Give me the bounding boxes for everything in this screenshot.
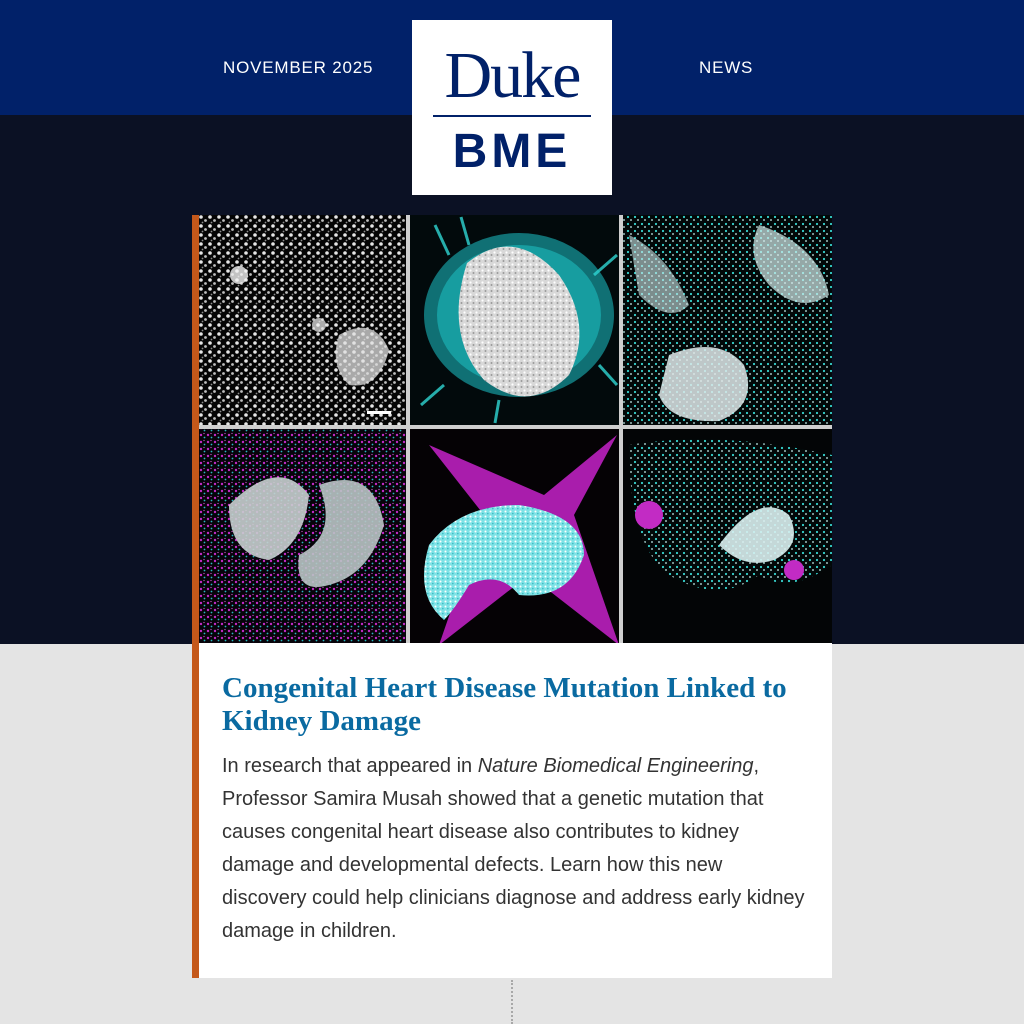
story-body-rest: , Professor Samira Musah showed that a genetic mutation that causes congenital heart disease also contributes to kidney damage and developmental defects. Learn how this new discovery could help clinicians diagnose and address early kidney damage in children. bbox=[222, 755, 805, 942]
section-label: NEWS bbox=[699, 58, 754, 77]
panel-4 bbox=[199, 429, 406, 643]
logo-duke-wordmark: Duke bbox=[444, 39, 580, 112]
panel-3 bbox=[623, 215, 832, 425]
accent-bar bbox=[192, 215, 199, 978]
issue-date: NOVEMBER 2025 bbox=[223, 58, 374, 77]
story-image[interactable] bbox=[199, 215, 832, 643]
section-divider bbox=[511, 980, 513, 1024]
news-card bbox=[192, 215, 832, 978]
panel-1 bbox=[199, 215, 406, 425]
panel-5 bbox=[410, 429, 619, 643]
story-body bbox=[222, 750, 812, 948]
duke-bme-logo[interactable] bbox=[412, 20, 612, 195]
logo-bme-wordmark: BME bbox=[452, 125, 572, 178]
panel-2 bbox=[410, 215, 619, 425]
journal-name: Nature Biomedical Engineering bbox=[477, 755, 754, 777]
story-body-lead: In research that appeared in bbox=[222, 755, 478, 777]
story-title[interactable]: Congenital Heart Disease Mutation Linked to Kidney Damage bbox=[222, 672, 787, 737]
panel-6 bbox=[623, 429, 832, 643]
logo-divider bbox=[433, 115, 591, 117]
